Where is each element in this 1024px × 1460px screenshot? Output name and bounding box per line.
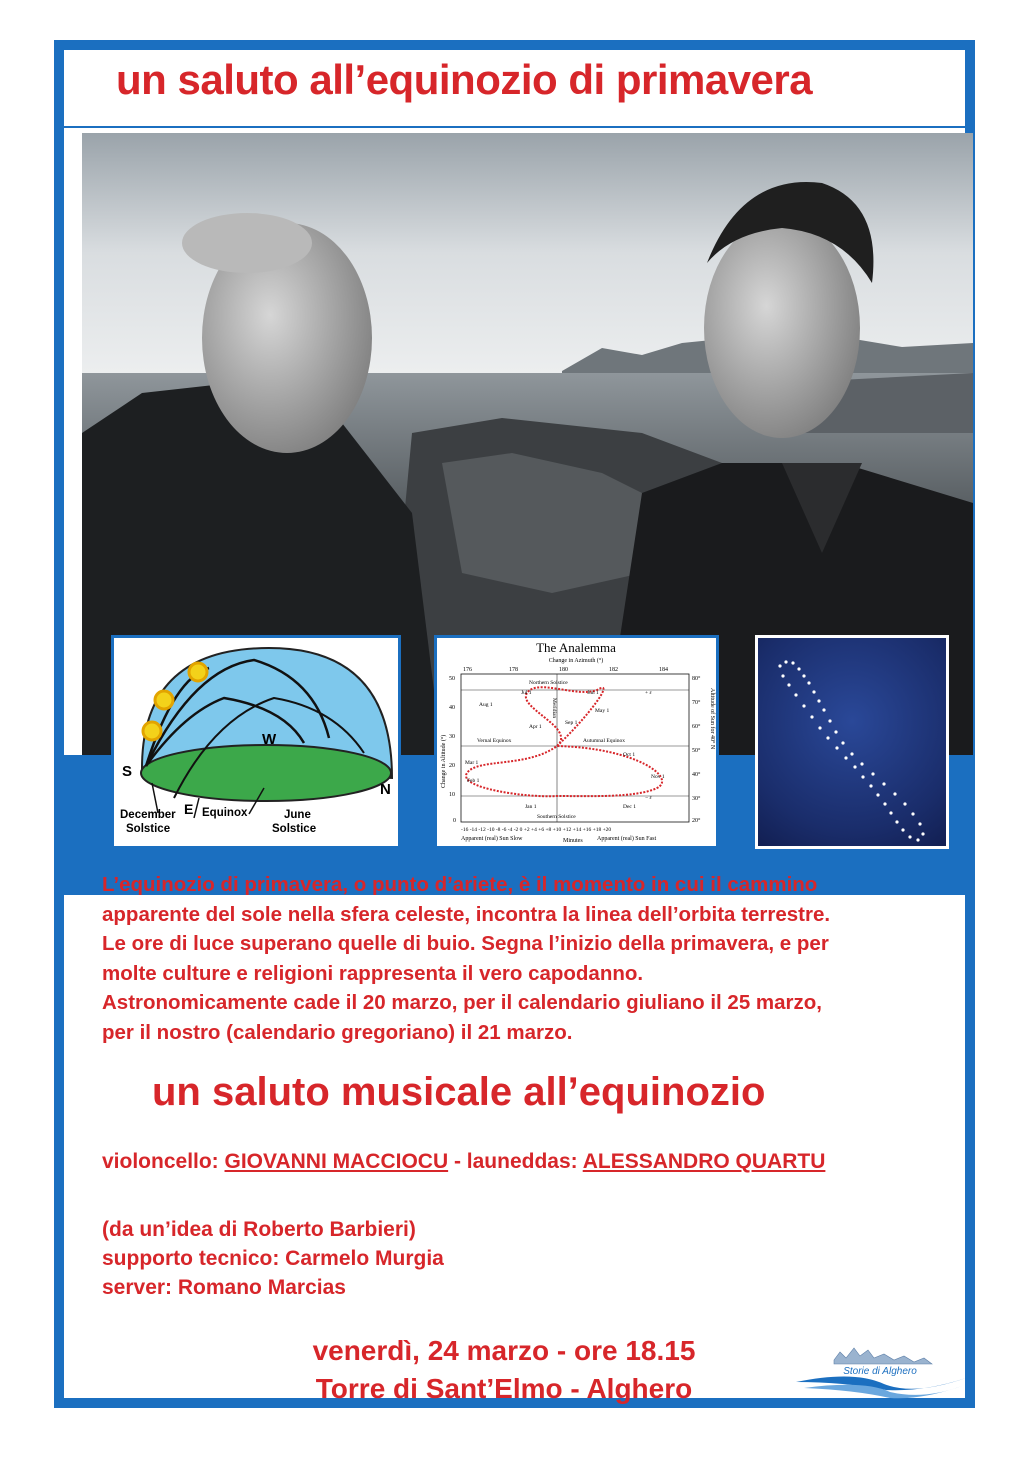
- analemma-bottom-center: Minutes: [563, 838, 583, 844]
- label-equinox: Equinox: [202, 807, 248, 819]
- label-n: N: [380, 781, 391, 798]
- right-tick: 50°: [692, 748, 701, 754]
- label-s: S: [122, 763, 133, 780]
- credit-line: server: Romano Marcias: [102, 1276, 346, 1299]
- poster-inner: [64, 50, 965, 1404]
- analemma-dot-group: [778, 660, 924, 841]
- left-tick: 40: [449, 705, 455, 711]
- cello-performer: GIOVANNI MACCIOCU: [224, 1150, 449, 1173]
- left-tick: 0: [453, 818, 456, 824]
- credit-line: supporto tecnico: Carmelo Murgia: [102, 1247, 444, 1270]
- poster-title: un saluto all’equinozio di primavera: [116, 56, 813, 103]
- credits-block: [102, 1215, 444, 1302]
- right-tick: 70°: [692, 700, 701, 706]
- annot-jan1: Jan 1: [525, 804, 537, 810]
- analemma-title: The Analemma: [536, 640, 616, 655]
- launeddas-performer: ALESSANDRO QUARTU: [582, 1150, 826, 1173]
- description-line: per il nostro (calendario gregoriano) il 21 marzo.: [102, 1020, 573, 1044]
- annot-jun1: Jun 1: [587, 690, 599, 696]
- event-subtitle: un saluto musicale all’equinozio: [152, 1070, 766, 1114]
- description-line: Astronomicamente cade il 20 marzo, per il calendario giuliano il 25 marzo,: [102, 991, 823, 1014]
- credit-line: (da un’idea di Roberto Barbieri): [102, 1218, 416, 1241]
- description-line: molte culture e religioni rappresenta il vero capodanno.: [102, 961, 644, 985]
- annot-minus-e: − ε: [645, 795, 652, 801]
- annot-nov1: Nov 1: [651, 774, 665, 780]
- right-tick: 60°: [692, 724, 701, 730]
- cello-label: violoncello:: [102, 1150, 225, 1173]
- annot-sep1: Sep 1: [565, 720, 578, 726]
- description-line: L’equinozio di primavera, o punto d’ariete, è il momento in cui il cammino: [102, 873, 818, 896]
- performers-line: [102, 1150, 825, 1174]
- analemma-dots: [758, 638, 946, 846]
- label-december-solstice: December Solstice: [120, 809, 176, 835]
- analemma-right-ticks: [692, 675, 701, 824]
- description-line: Le ore di luce superano quelle di buio. Segna l’inizio della primavera, e per: [102, 932, 829, 955]
- right-tick: 40°: [692, 772, 701, 778]
- annot-vernal-equinox: Vernal Equinox: [477, 738, 512, 744]
- annot-northern-solstice: Northern Solstice: [529, 680, 568, 686]
- top-tick: 176: [463, 667, 472, 673]
- logo-text: Storie di Alghero: [843, 1366, 917, 1377]
- top-tick: 180: [559, 667, 568, 673]
- analemma-bottom-right: Apparent (real) Sun Fast: [597, 836, 657, 842]
- description-line: apparente del sole nella sfera celeste, incontra la linea dell’orbita terrestre.: [102, 902, 831, 926]
- analemma-top-axis-label: Change in Azimuth (°): [548, 658, 604, 664]
- annot-oct1: Oct 1: [623, 752, 636, 758]
- analemma-annotations: [465, 680, 665, 820]
- left-tick: 10: [449, 792, 455, 798]
- top-tick: 182: [609, 667, 618, 673]
- right-tick: 30°: [692, 796, 701, 802]
- analemma-bottom-ticks: -16 -14 -12 -10 -8 -6 -4 -2 0 +2 +4 +6 +8 +10 +12 +14 +16 +18 +20: [461, 827, 612, 833]
- annot-aug1: Aug 1: [479, 702, 493, 708]
- right-tick: 80°: [692, 676, 701, 682]
- right-tick: 20°: [692, 818, 701, 824]
- poster-frame: [54, 40, 975, 1408]
- analemma-bottom-left: Apparent (real) Sun Slow: [461, 836, 523, 842]
- launeddas-label: - launeddas:: [448, 1150, 583, 1173]
- annot-southern-solstice: Southern Solstice: [537, 814, 576, 820]
- analemma-diagram: [434, 635, 719, 849]
- analemma-left-ticks: [449, 676, 456, 824]
- annot-meridian: Meridian: [551, 698, 557, 719]
- annot-mar1: Mar 1: [465, 760, 479, 766]
- celestial-sphere-diagram: [111, 635, 401, 849]
- annot-apr1: Apr 1: [529, 724, 542, 730]
- left-tick: 20: [449, 763, 455, 769]
- left-tick: 50: [449, 676, 455, 682]
- title-bar: [64, 50, 965, 128]
- annot-dec1: Dec 1: [623, 804, 636, 810]
- event-date: venerdì, 24 marzo - ore 18.15: [312, 1335, 696, 1366]
- event-place: Torre di Sant’Elmo - Alghero: [315, 1373, 693, 1404]
- analemma-right-axis-label: Altitude of Sun for 40° N: [709, 688, 715, 750]
- top-tick: 184: [659, 667, 668, 673]
- annot-feb1: Feb 1: [467, 778, 480, 784]
- label-june-solstice: June Solstice: [272, 809, 317, 835]
- event-info: [264, 1332, 744, 1408]
- analemma-photo: [755, 635, 949, 849]
- logo-svg: [794, 1330, 969, 1400]
- sphere-svg: [114, 638, 398, 846]
- analemma-left-axis-label: Change in Altitude (°): [441, 734, 447, 788]
- annot-may1: May 1: [595, 708, 610, 714]
- annot-plus-e: + ε: [645, 690, 652, 696]
- analemma-svg: [437, 638, 716, 846]
- storie-di-alghero-logo: [794, 1330, 969, 1400]
- label-w: W: [262, 731, 277, 748]
- annot-jul1: Jul 1: [521, 690, 532, 696]
- label-e: E: [184, 801, 194, 817]
- left-tick: 30: [449, 734, 455, 740]
- top-tick: 178: [509, 667, 518, 673]
- analemma-top-ticks: [463, 667, 668, 673]
- annot-autumnal-equinox: Autumnal Equinox: [583, 738, 626, 744]
- description-text: [102, 870, 962, 1047]
